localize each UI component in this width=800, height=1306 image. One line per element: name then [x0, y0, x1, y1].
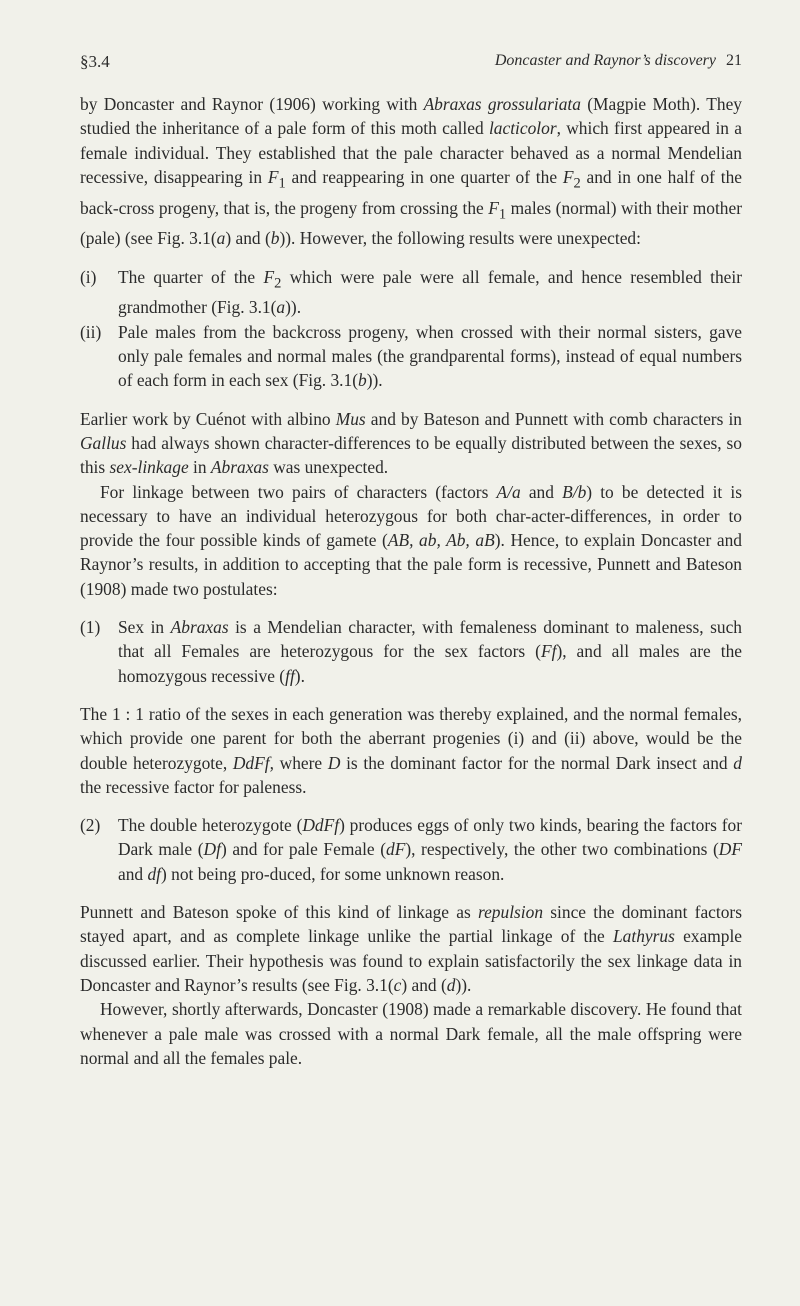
paragraph: However, shortly afterwards, Doncaster (1908) made a remarkable discovery. He found that whenever a pale male was crossed with a normal Dark female, all the male offspring were normal and all the females pale. — [80, 999, 742, 1068]
paragraph: Earlier work by Cuénot with albino Mus and by Bateson and Punnett with comb characters in Gallus had always shown character-differences to be equally distributed between the sexes, so this sex-linkage in Abraxas was unexpected. — [80, 408, 742, 478]
list-item: (i) The quarter of the $F_2$ which were pale were all female, and hence resembled their grandmother (Fig. 3.1(a)). — [80, 266, 742, 318]
paragraph: by Doncaster and Raynor (1906) working with Abraxas grossulariata (Magpie Moth). They studied the inheritance of a pale form of this moth called lacticolor, which first appeared in a female individual. They established that the pale character behaved as a normal Mendelian recessive, disappearing in $F_1$ and reappearing in one quarter of the $F_2$ and in one half of the back-cross progeny, that is, the progeny from crossing the $F_1$ males (normal) with their mother (pale) (see Fig. 3.1(a) and (b)). However, the following results were unexpected: — [80, 94, 742, 249]
page-number: 21 — [726, 52, 742, 69]
section-number: §3.4 — [80, 52, 110, 71]
body-text — [80, 92, 742, 1070]
paragraph: Punnett and Bateson spoke of this kind of linkage as repulsion since the dominant factors stayed apart, and as complete linkage unlike the partial linkage of the Lathyrus example discussed earlier. Their hypothesis was found to explain satisfactorily the sex linkage data in Doncaster and Raynor’s results (see Fig. 3.1(c) and (d)). — [80, 902, 742, 995]
list-item: (1) Sex in Abraxas is a Mendelian character, with femaleness dominant to maleness, such that all Females are heterozygous for the sex factors (Ff), and all males are the homozygous recessive (ff). — [80, 617, 742, 686]
list-item: (2) The double heterozygote (DdFf) produces eggs of only two kinds, bearing the factors for Dark male (Df) and for pale Female (dF), respectively, the other two combinations (DF and df) not being pro-duced, for some unknown reason. — [80, 815, 742, 884]
paragraph: For linkage between two pairs of characters (factors A/a and B/b) to be detected it is necessary to have an individual heterozygous for both char-acter-differences, in order to provide the four possible kinds of gamete (AB, ab, Ab, aB). Hence, to explain Doncaster and Raynor’s results, in addition to accepting that the pale form is recessive, Punnett and Bateson (1908) made two postulates: — [80, 481, 743, 599]
running-title: Doncaster and Raynor’s discovery — [494, 52, 716, 69]
running-header — [495, 52, 742, 70]
list-item: (ii) Pale males from the backcross progeny, when crossed with their normal sisters, gave only pale females and normal males (the grandparental forms), instead of equal numbers of each form in each sex (Fig. 3.1(b)). — [80, 321, 742, 391]
page-header — [80, 52, 742, 78]
paragraph: The 1 : 1 ratio of the sexes in each generation was thereby explained, and the normal females, which provide one parent for both the aberrant progenies (i) and (ii) above, would be the double heterozygote, DdFf, where D is the dominant factor for the normal Dark insect and d the recessive factor for paleness. — [80, 703, 742, 797]
